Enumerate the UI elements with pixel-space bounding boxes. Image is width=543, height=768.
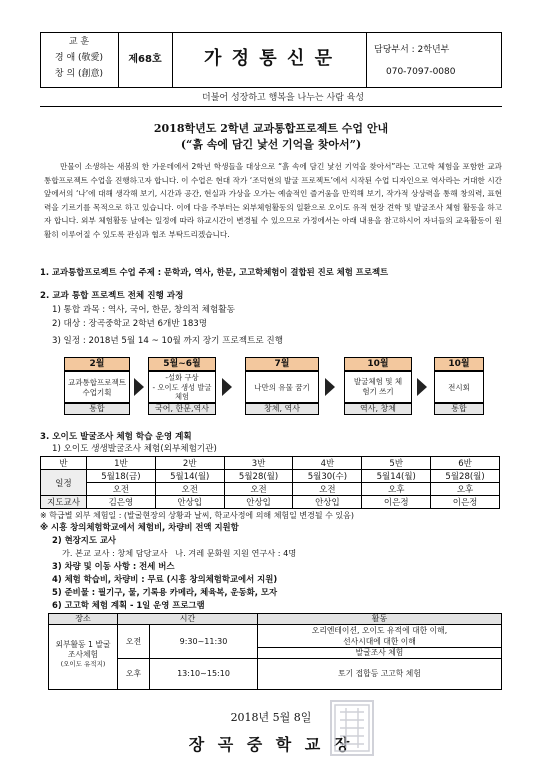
section-2-item-1: 1) 통합 과목 : 역사, 국어, 한문, 창의적 체험활동 [52,305,235,315]
program-am: 오전 [117,624,150,659]
section-3-item-2: 2) 현장지도 교사 [52,535,117,545]
issue-number: 제68호 [128,54,162,65]
section-2-item-3: 3) 일정 : 2018년 5월 14 ~ 10월 까지 장기 프로젝트로 진행 [52,336,283,346]
note-schedule-change: ※ 학급별 외부 체험일 : (발굴현장의 상황과 날씨, 학교사정에 의해 체험일 변경될 수 있음) [40,511,354,520]
schedule-date: 5월18(금) [87,470,156,483]
section-3-item-4: 4) 체험 학습비, 차량비 : 무료 (시흥 창의체험학교에서 지원) [52,574,278,584]
schedule-date: 5월28(월) [224,470,293,483]
class-header: 1반 [87,457,156,470]
class-header: 6반 [431,457,500,470]
section-3-sub-1: 1) 오이도 생생발굴조사 체험(외부체험기관) [52,444,217,454]
schedule-date: 5월28(월) [431,470,500,483]
section-1: 1. 교과통합프로젝트 수업 주제 : 문학과, 역사, 한문, 고고학체험이 결합된 진로 체험 프로젝트 [40,267,389,277]
flow-step-5-month: 10월 [434,357,484,371]
schedule-row-label: 일정 [41,470,87,496]
flow-step-1-body: 교과통합프로젝트 수업기획 [64,371,130,403]
section-2-heading: 2. 교과 통합 프로젝트 전체 진행 과정 [40,291,184,301]
flow-arrow-4 [417,378,427,396]
motto-1: 경 애 (敬愛) [54,53,104,63]
class-schedule-table [40,456,500,509]
class-header: 3반 [224,457,293,470]
school-name: 장 곡 중 학 교 장 [188,735,354,754]
flow-arrow-1 [134,378,144,396]
motto-label: 교 훈 [68,37,90,47]
motto-2: 창 의 (創意) [54,69,104,79]
flow-step-4-body: 발굴체험 및 체험기 쓰기 [344,371,412,403]
flow-step-3-body: 나만의 유물 꿈기 [245,371,319,403]
flow-step-3-foot: 창체, 역사 [245,403,319,415]
newsletter-title: 가 정 통 신 문 [203,48,334,69]
intro-paragraph: 만물이 소생하는 새봄의 한 가운데에서 2학년 학생들을 대상으로 “흙 속에 담긴 낯선 기억을 찾아서”라는 고고학 체험을 포함한 교과통합프로젝트 수업을 진행하고자 합니다. 이 수업은 현대 작가 ‘조덕현의 발굴 프로젝트’에서 시작된 수업 디자인으로 역사라는 거대한 시간 앞에서의 ‘나’에 대해 생각해 보기, 시간과 공간, 현실과 가상을 오가는 예술적인 즐거움을 만끽해 보기, 작가적 상상력을 통해 창의력, 표현력을 기르기를 목적으로 하고 있습니다. 이에 다음 주부터는 외부체험활동의 일환으로 오이도 유적 현장 견학 및 발굴조사 체험 활동을 하고자 합니다. 외부 체험활동 날에는 일정에 따라 하교시간이 변경될 수 있으므로 가정에서는 아래 내용을 참고하시어 자녀들의 교육활동이 원활히 이루어질 수 있도록 관심과 협조 부탁드리겠습니다. [44,162,502,239]
phone-info: 070-7097-0080 [386,67,456,77]
schedule-time: 오전 [87,483,156,496]
program-pm-time: 13:10~15:10 [149,658,258,690]
schedule-time: 오전 [155,483,224,496]
teacher-name: 안상입 [224,496,293,509]
note-funding: ※ 시흥 창의체험학교에서 체험비, 차량비 전액 지원함 [40,522,239,532]
flow-step-1-foot: 통합 [64,403,130,415]
program-am-activity-1: 오리엔테이션, 오이도 유적에 대한 이해, 선사시대에 대한 이해 [257,624,502,648]
flow-step-5-foot: 통합 [434,403,484,415]
doc-subtitle: (“흙 속에 담긴 낯선 기억을 찾아서”) [180,138,362,151]
schedule-time: 오후 [431,483,500,496]
program-am-activity-2: 발굴조사 체험 [257,647,502,659]
program-pm: 오후 [117,658,150,690]
program-am-time: 9:30~11:30 [149,624,258,659]
section-3-item-6: 6) 고고학 체험 계획 - 1일 운영 프로그램 [52,600,205,610]
flow-step-2-month: 5월~6월 [148,357,216,371]
class-header: 5반 [362,457,431,470]
section-3-item-5: 5) 준비물 : 필기구, 물, 기록용 카메라, 체육복, 운동화, 모자 [52,587,278,597]
program-header-activity: 활동 [257,613,502,625]
schedule-time: 오전 [224,483,293,496]
flow-arrow-3 [325,378,335,396]
teacher-name: 김은영 [87,496,156,509]
school-seal [330,700,374,756]
program-header-place: 장소 [48,613,118,625]
slogan-rule [40,106,502,107]
section-3-heading: 3. 오이도 발굴조사 체험 학습 운영 계획 [40,432,192,442]
class-header: 2반 [155,457,224,470]
slogan: 더불어 성장하고 행복을 나누는 사람 육성 [202,93,365,103]
schedule-corner: 반 [41,457,87,470]
schedule-date: 5월30(수) [293,470,362,483]
seal-pattern-icon [332,702,372,754]
class-header: 4반 [293,457,362,470]
teacher-name: 이은정 [431,496,500,509]
schedule-time: 오후 [362,483,431,496]
section-3-item-2-detail: 가. 본교 교사 : 창체 담당교사 나. 겨레 문화원 지원 연구사 : 4명 [62,548,297,558]
flow-arrow-2 [222,378,232,396]
program-header-time: 시간 [117,613,258,625]
issue-date: 2018년 5월 8일 [230,711,312,724]
title-divider [366,32,367,88]
teacher-name: 안상입 [293,496,362,509]
flow-step-2-foot: 국어, 한문,역사 [148,403,216,415]
flow-step-5-body: 전시회 [434,371,484,403]
flow-step-4-month: 10월 [344,357,412,371]
section-2-item-2: 2) 대상 : 장곡중학교 2학년 6개반 183명 [52,319,208,329]
flow-step-2-body: -설화 구상 - 오이도 생성 발굴 체험 [148,371,216,403]
program-place: 외부활동 1 발굴조사체험 (오이도 유적지) [48,624,118,690]
program-pm-activity: 토기 접합등 고고학 체험 [257,658,502,690]
doc-title: 2018학년도 2학년 교과통합프로젝트 수업 안내 [153,122,389,135]
flow-step-3-month: 7월 [245,357,319,371]
schedule-date: 5월14(월) [155,470,224,483]
dept-info: 담당부서 : 2학년부 [374,45,450,55]
schedule-date: 5월14(월) [362,470,431,483]
teacher-name: 안상입 [155,496,224,509]
teacher-row-label: 지도교사 [41,496,87,509]
flow-step-4-foot: 역사, 창체 [344,403,412,415]
section-3-item-3: 3) 차량 및 이동 사항 : 전세 버스 [52,561,175,571]
teacher-name: 이은정 [362,496,431,509]
flow-step-1-month: 2월 [64,357,130,371]
schedule-time: 오전 [293,483,362,496]
